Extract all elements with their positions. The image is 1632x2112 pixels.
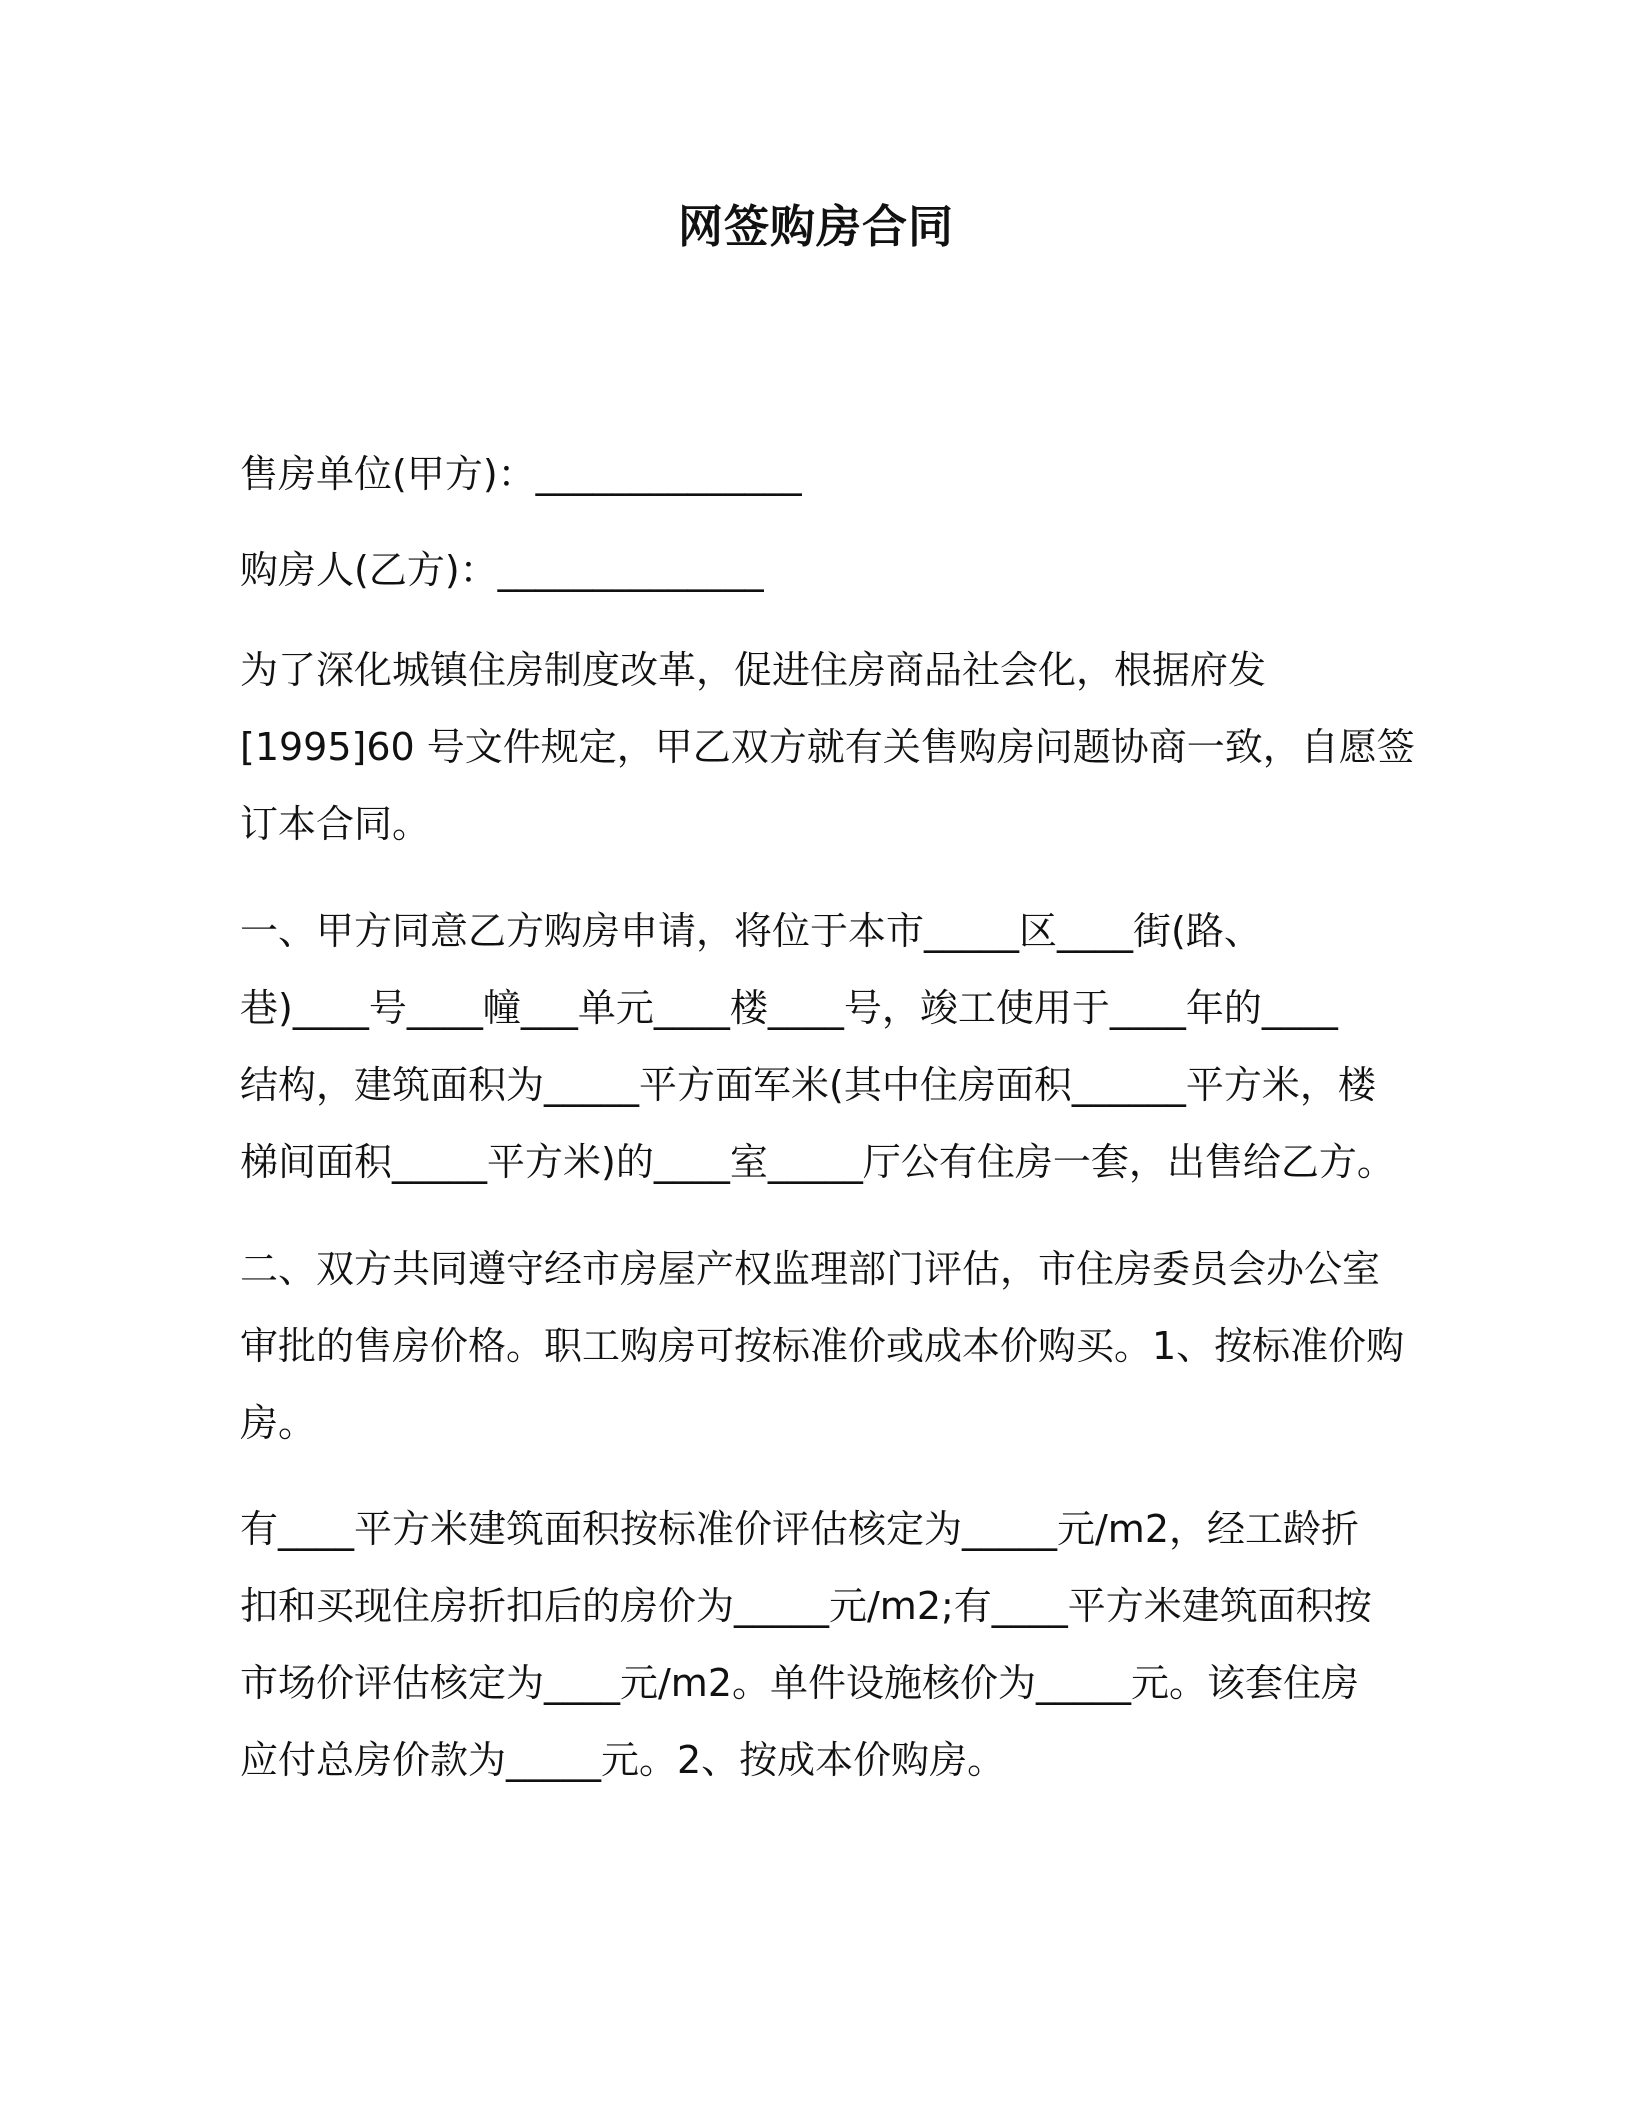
clause-1-line: 一、甲方同意乙方购房申请，将位于本市_____区____街(路、 <box>240 909 1262 953</box>
buyer-field-line: 购房人(乙方)：______________ <box>240 548 764 592</box>
clause-2-detail-line: 扣和买现住房折扣后的房价为_____元/m2;有____平方米建筑面积按 <box>240 1584 1372 1628</box>
clause-1-paragraph <box>240 893 1440 1201</box>
intro-line: [1995]60 号文件规定，甲乙双方就有关售购房问题协商一致，自愿签 <box>240 725 1415 769</box>
intro-line: 为了深化城镇住房制度改革，促进住房商品社会化，根据府发 <box>240 648 1267 692</box>
document-title: 网签购房合同 <box>677 200 954 253</box>
intro-paragraph <box>240 632 1440 863</box>
clause-1-line: 梯间面积_____平方米)的____室_____厅公有住房一套，出售给乙方。 <box>240 1140 1395 1184</box>
seller-field-line: 售房单位(甲方)：______________ <box>240 452 802 496</box>
intro-line: 订本合同。 <box>240 802 431 846</box>
clause-2-detail-line: 有____平方米建筑面积按标准价评估核定为_____元/m2，经工龄折 <box>240 1507 1359 1551</box>
clause-2-line: 审批的售房价格。职工购房可按标准价或成本价购买。1、按标准价购 <box>240 1324 1405 1368</box>
clause-2-detail-line: 市场价评估核定为____元/m2。单件设施核价为_____元。该套住房 <box>240 1661 1359 1705</box>
clause-2-detail-paragraph <box>240 1491 1440 1799</box>
clause-1-line: 结构，建筑面积为_____平方面军米(其中住房面积______平方米，楼 <box>240 1063 1376 1107</box>
clause-1-line: 巷)____号____幢___单元____楼____号，竣工使用于____年的____ <box>240 986 1338 1030</box>
clause-2-paragraph <box>240 1231 1440 1462</box>
clause-2-line: 房。 <box>240 1401 317 1445</box>
clause-2-detail-line: 应付总房价款为_____元。2、按成本价购房。 <box>240 1738 1006 1782</box>
clause-2-line: 二、双方共同遵守经市房屋产权监理部门评估，市住房委员会办公室 <box>240 1247 1381 1291</box>
